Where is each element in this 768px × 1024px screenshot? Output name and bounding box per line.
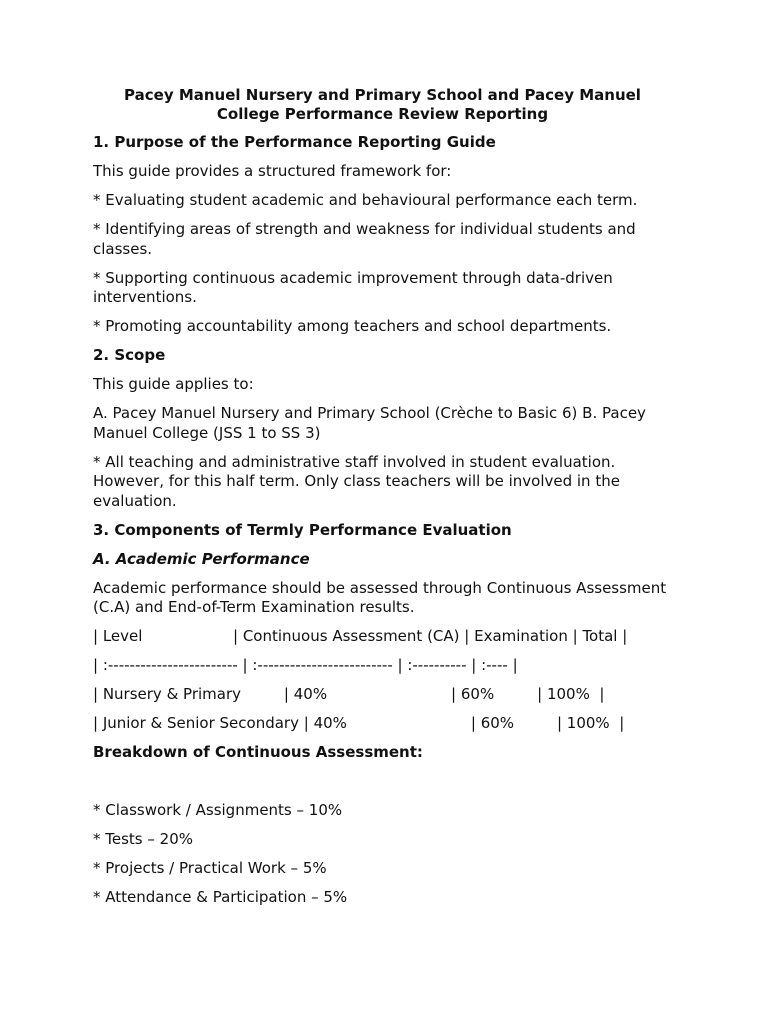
section-2-intro: This guide applies to: xyxy=(93,375,254,393)
section-1-heading: 1. Purpose of the Performance Reporting Guide xyxy=(93,133,496,151)
scope-staff: * All teaching and administrative staff involved in student evaluation. However, for this half term. Only class teachers will be involved in the evaluation. xyxy=(93,452,620,510)
ca-item: * Attendance & Participation – 5% xyxy=(93,888,348,906)
purpose-bullet: * Supporting continuous academic improvement through data-driven interventions. xyxy=(93,268,613,306)
table-row-separator: | :------------------------ | :------------------------- | :---------- | :---- | xyxy=(93,656,518,674)
title-line-2: College Performance Review Reporting xyxy=(216,105,549,123)
blank-line xyxy=(93,772,668,801)
purpose-bullet: * Identifying areas of strength and weakness for individual students and classes. xyxy=(93,220,636,258)
academic-performance-intro: Academic performance should be assessed through Continuous Assessment (C.A) and End-of-Term Examination results. xyxy=(93,578,667,616)
table-row-nursery-primary: | Nursery & Primary | 40% | 60% | 100% | xyxy=(93,685,605,703)
ca-item: * Classwork / Assignments – 10% xyxy=(93,801,343,819)
scope-schools: A. Pacey Manuel Nursery and Primary School (Crèche to Basic 6) B. Pacey Manuel College (JSS 1 to SS 3) xyxy=(93,404,646,442)
document-title xyxy=(93,86,668,124)
ca-breakdown-heading: Breakdown of Continuous Assessment: xyxy=(93,743,423,761)
section-3-heading: 3. Components of Termly Performance Evaluation xyxy=(93,520,512,539)
ca-item: * Tests – 20% xyxy=(93,830,193,848)
title-line-1: Pacey Manuel Nursery and Primary School and Pacey Manuel xyxy=(124,86,641,104)
ca-item: * Projects / Practical Work – 5% xyxy=(93,859,327,877)
academic-performance-subheading: A. Academic Performance xyxy=(93,549,310,568)
purpose-bullet: * Promoting accountability among teachers and school departments. xyxy=(93,317,612,335)
table-row-junior-senior: | Junior & Senior Secondary | 40% | 60% | 100% | xyxy=(93,714,625,732)
table-row-header: | Level | Continuous Assessment (CA) | Examination | Total | xyxy=(93,627,628,645)
section-2-heading: 2. Scope xyxy=(93,346,166,364)
purpose-bullet: * Evaluating student academic and behavioural performance each term. xyxy=(93,191,638,209)
section-1-intro: This guide provides a structured framework for: xyxy=(93,162,452,180)
